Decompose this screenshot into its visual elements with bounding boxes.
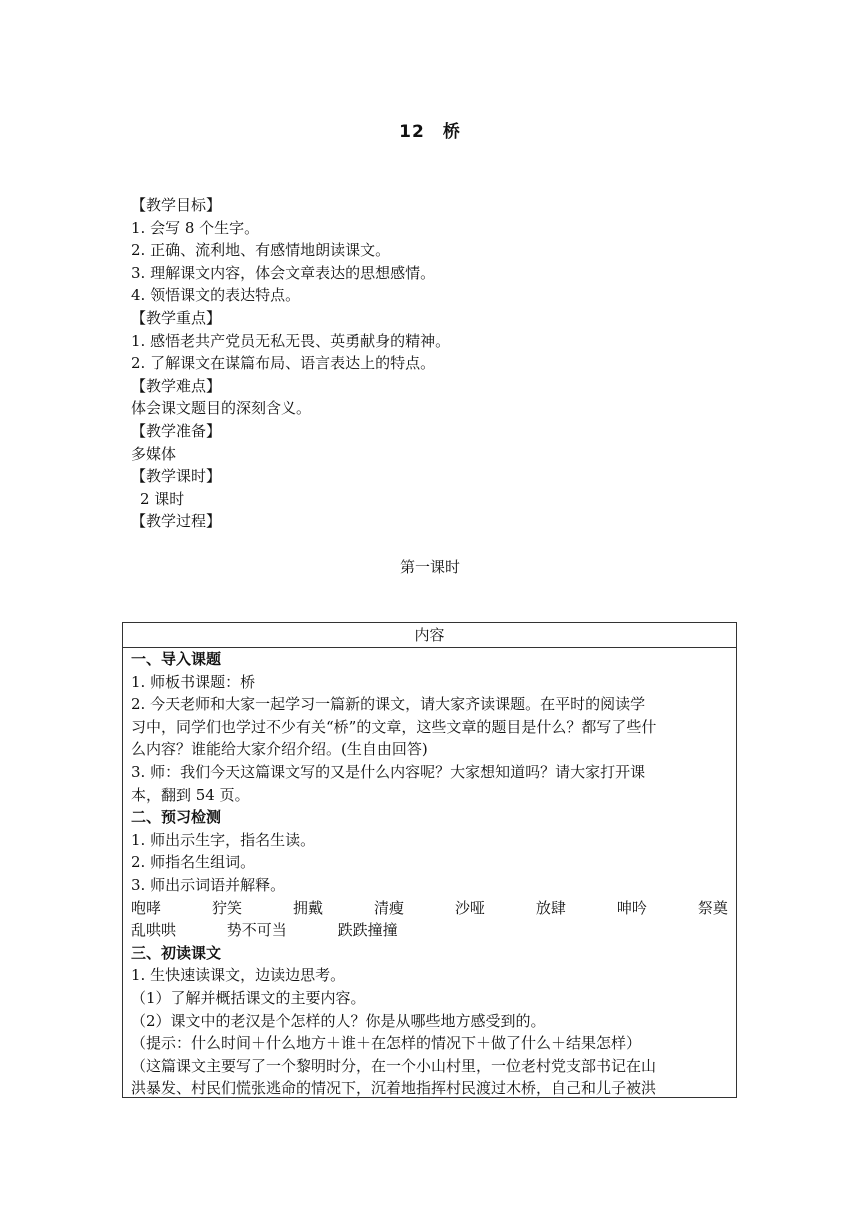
vocab-word: 咆哮 xyxy=(131,898,162,917)
content-line: （这篇课文主要写了一个黎明时分，在一个小山村里，一位老村党支部书记在山 xyxy=(131,1056,657,1075)
content-line: 洪暴发、村民们慌张逃命的情况下，沉着地指挥村民渡过木桥，自己和儿子被洪 xyxy=(131,1079,657,1098)
vocabulary-row xyxy=(131,897,728,920)
content-line: 1. 师板书课题：桥 xyxy=(131,672,256,691)
content-line: 本，翻到 54 页。 xyxy=(131,785,250,804)
vocab-word: 拥戴 xyxy=(292,898,323,917)
vocab-word: 清瘦 xyxy=(373,898,404,917)
lesson-heading: 第一课时 xyxy=(399,558,460,576)
content-line: 3. 师：我们今天这篇课文写的又是什么内容呢？大家想知道吗？请大家打开课 xyxy=(131,762,646,781)
content-line: 3. 师出示词语并解释。 xyxy=(131,875,286,894)
key-point-item: 2. 了解课文在谋篇布局、语言表达上的特点。 xyxy=(131,354,436,373)
content-line: 2. 今天老师和大家一起学习一篇新的课文，请大家齐读课题。在平时的阅读学 xyxy=(131,695,646,714)
vocab-word: 跌跌撞撞 xyxy=(337,921,398,940)
content-line: 习中，同学们也学过不少有关“桥”的文章，这些文章的题目是什么？都写了些什 xyxy=(131,717,657,736)
vocab-word: 呻吟 xyxy=(616,898,647,917)
vocab-word: 狞笑 xyxy=(211,898,242,917)
content-line: （提示：什么时间＋什么地方＋谁＋在怎样的情况下＋做了什么＋结果怎样） xyxy=(131,1034,642,1053)
content-line: 么内容？谁能给大家介绍介绍。(生自由回答) xyxy=(131,740,428,759)
vocabulary-row xyxy=(131,919,728,942)
heading-class-hours: 【教学课时】 xyxy=(131,467,222,486)
objective-item: 2. 正确、流利地、有感情地朗读课文。 xyxy=(131,241,391,260)
heading-process: 【教学过程】 xyxy=(131,512,222,531)
objective-item: 1. 会写 8 个生字。 xyxy=(131,218,260,237)
content-line: （1）了解并概括课文的主要内容。 xyxy=(131,988,366,1007)
section-heading: 二、预习检测 xyxy=(131,808,222,827)
section-heading: 一、导入课题 xyxy=(131,650,222,668)
content-line: 2. 师指名生组词。 xyxy=(131,853,256,872)
table-body xyxy=(123,648,736,1098)
heading-key-points: 【教学重点】 xyxy=(131,308,222,327)
content-line: 1. 师出示生字，指名生读。 xyxy=(131,830,316,849)
vocab-word: 沙哑 xyxy=(454,898,485,917)
vocab-word: 放肆 xyxy=(535,898,566,917)
heading-objectives: 【教学目标】 xyxy=(131,196,222,214)
vocab-word: 乱哄哄 xyxy=(131,921,177,940)
class-hours-text: 2 课时 xyxy=(140,489,185,508)
table-header: 内容 xyxy=(123,623,736,648)
page-title: 12 桥 xyxy=(399,122,461,142)
lesson-plan-info xyxy=(131,194,731,533)
difficulty-text: 体会课文题目的深刻含义。 xyxy=(131,399,312,418)
content-line: 1. 生快速读课文，边读边思考。 xyxy=(131,966,346,985)
section-heading: 三、初读课文 xyxy=(131,943,222,962)
key-point-item: 1. 感悟老共产党员无私无畏、英勇献身的精神。 xyxy=(131,331,451,350)
preparation-text: 多媒体 xyxy=(131,444,177,463)
objective-item: 4. 领悟课文的表达特点。 xyxy=(131,286,301,305)
heading-difficulties: 【教学难点】 xyxy=(131,376,222,395)
content-line: （2）课文中的老汉是个怎样的人？你是从哪些地方感受到的。 xyxy=(131,1011,546,1030)
content-table xyxy=(122,622,737,1098)
vocab-word: 祭奠 xyxy=(697,898,728,917)
heading-preparation: 【教学准备】 xyxy=(131,421,222,440)
vocab-word: 势不可当 xyxy=(226,921,287,940)
objective-item: 3. 理解课文内容，体会文章表达的思想感情。 xyxy=(131,263,436,282)
